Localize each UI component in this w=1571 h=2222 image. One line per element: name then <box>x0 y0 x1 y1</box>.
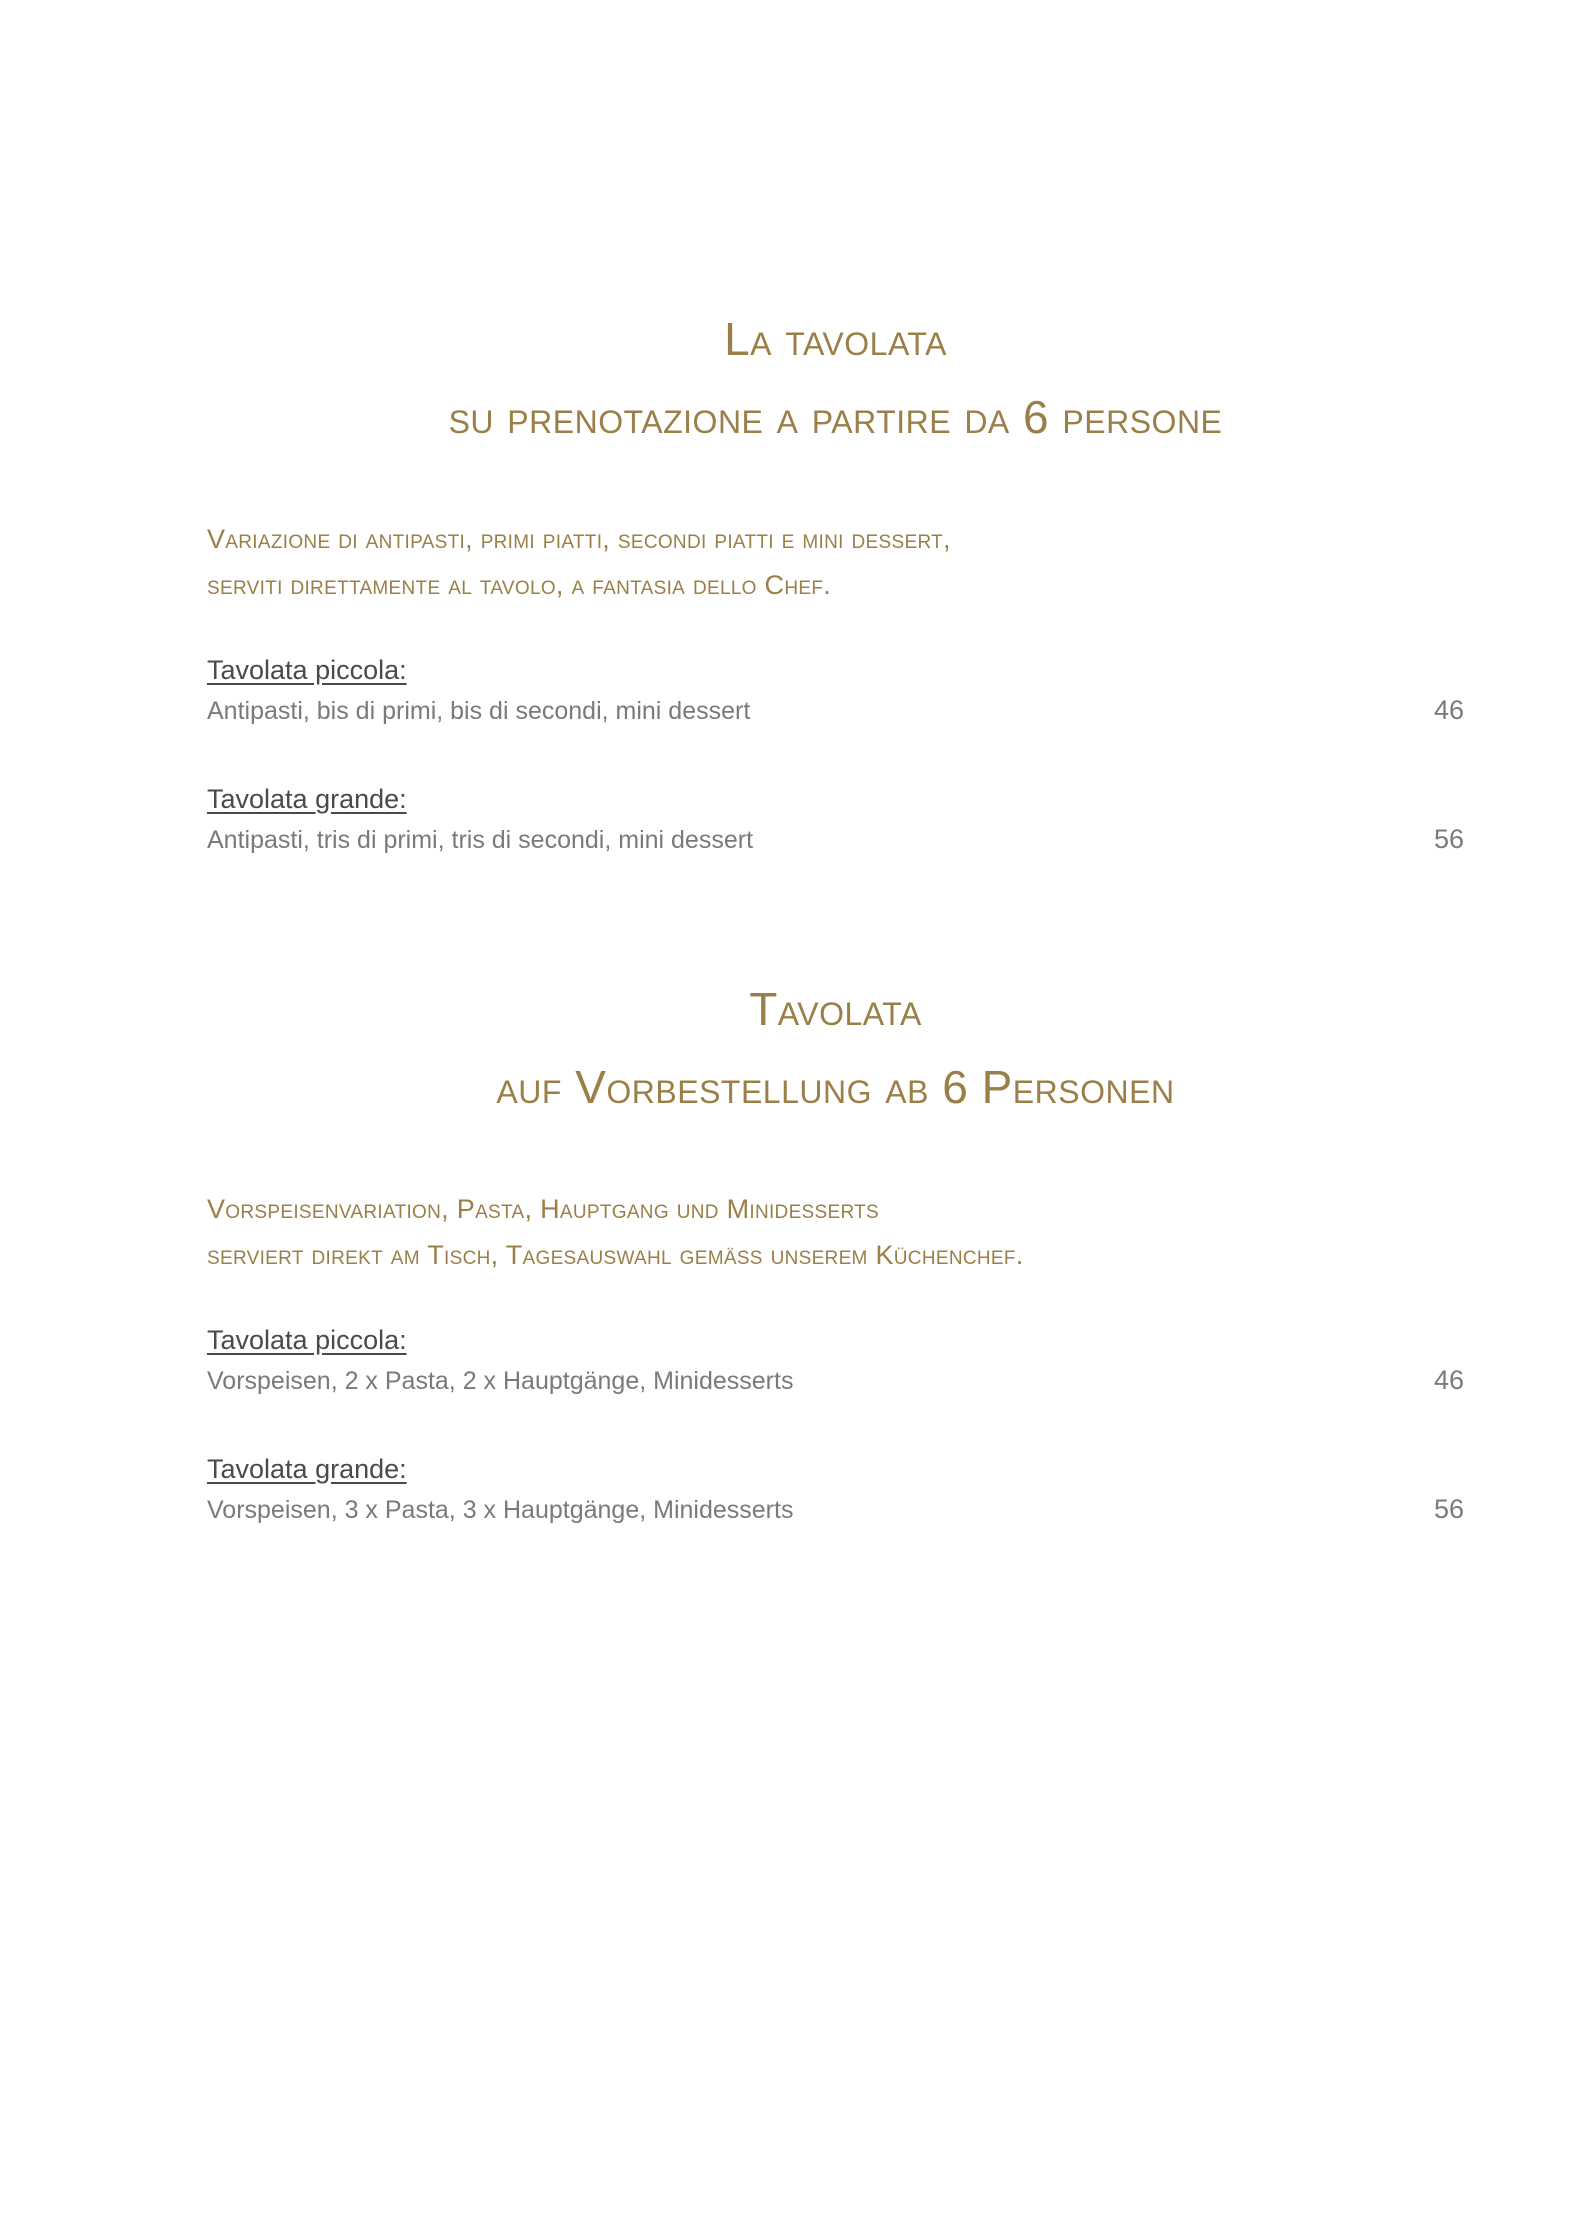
section-description <box>207 516 1464 608</box>
item-price: 56 <box>1433 824 1464 854</box>
item-name: Tavolata piccola: <box>207 655 407 685</box>
menu-item-tavolata-grande <box>207 1449 1464 1530</box>
menu-item-tavolata-piccola <box>207 650 1464 731</box>
item-details: Vorspeisen, 2 x Pasta, 2 x Hauptgänge, Minidesserts <box>207 1367 794 1395</box>
section-title: La tavolata <box>724 313 947 365</box>
section-german <box>207 970 1464 1530</box>
item-details: Antipasti, bis di primi, bis di secondi, mini dessert <box>207 697 751 725</box>
item-row <box>207 690 1464 731</box>
item-details: Vorspeisen, 3 x Pasta, 3 x Hauptgänge, Minidesserts <box>207 1496 794 1524</box>
item-name: Tavolata grande: <box>207 1454 407 1484</box>
description-line: Variazione di antipasti, primi piatti, secondi piatti e mini dessert, <box>207 524 951 554</box>
item-name: Tavolata piccola: <box>207 1325 407 1355</box>
item-price: 56 <box>1433 1494 1464 1524</box>
menu-item-tavolata-piccola <box>207 1320 1464 1401</box>
item-price: 46 <box>1433 695 1464 725</box>
item-price: 46 <box>1433 1365 1464 1395</box>
item-row <box>207 1360 1464 1401</box>
item-name: Tavolata grande: <box>207 784 407 814</box>
description-line: Vorspeisenvariation, Pasta, Hauptgang und Minidesserts <box>207 1194 880 1224</box>
section-subtitle: su prenotazione a partire da 6 persone <box>448 391 1223 443</box>
description-line: serviti direttamente al tavolo, a fantasia dello Chef. <box>207 570 832 600</box>
section-italian <box>207 300 1464 860</box>
menu-item-tavolata-grande <box>207 779 1464 860</box>
item-row <box>207 819 1464 860</box>
item-details: Antipasti, tris di primi, tris di secondi, mini dessert <box>207 826 754 854</box>
section-subtitle: auf Vorbestellung ab 6 Personen <box>496 1061 1175 1113</box>
section-description <box>207 1186 1464 1278</box>
item-row <box>207 1489 1464 1530</box>
description-line: serviert direkt am Tisch, Tagesauswahl gemäss unserem Küchenchef. <box>207 1240 1024 1270</box>
section-title: Tavolata <box>749 983 922 1035</box>
